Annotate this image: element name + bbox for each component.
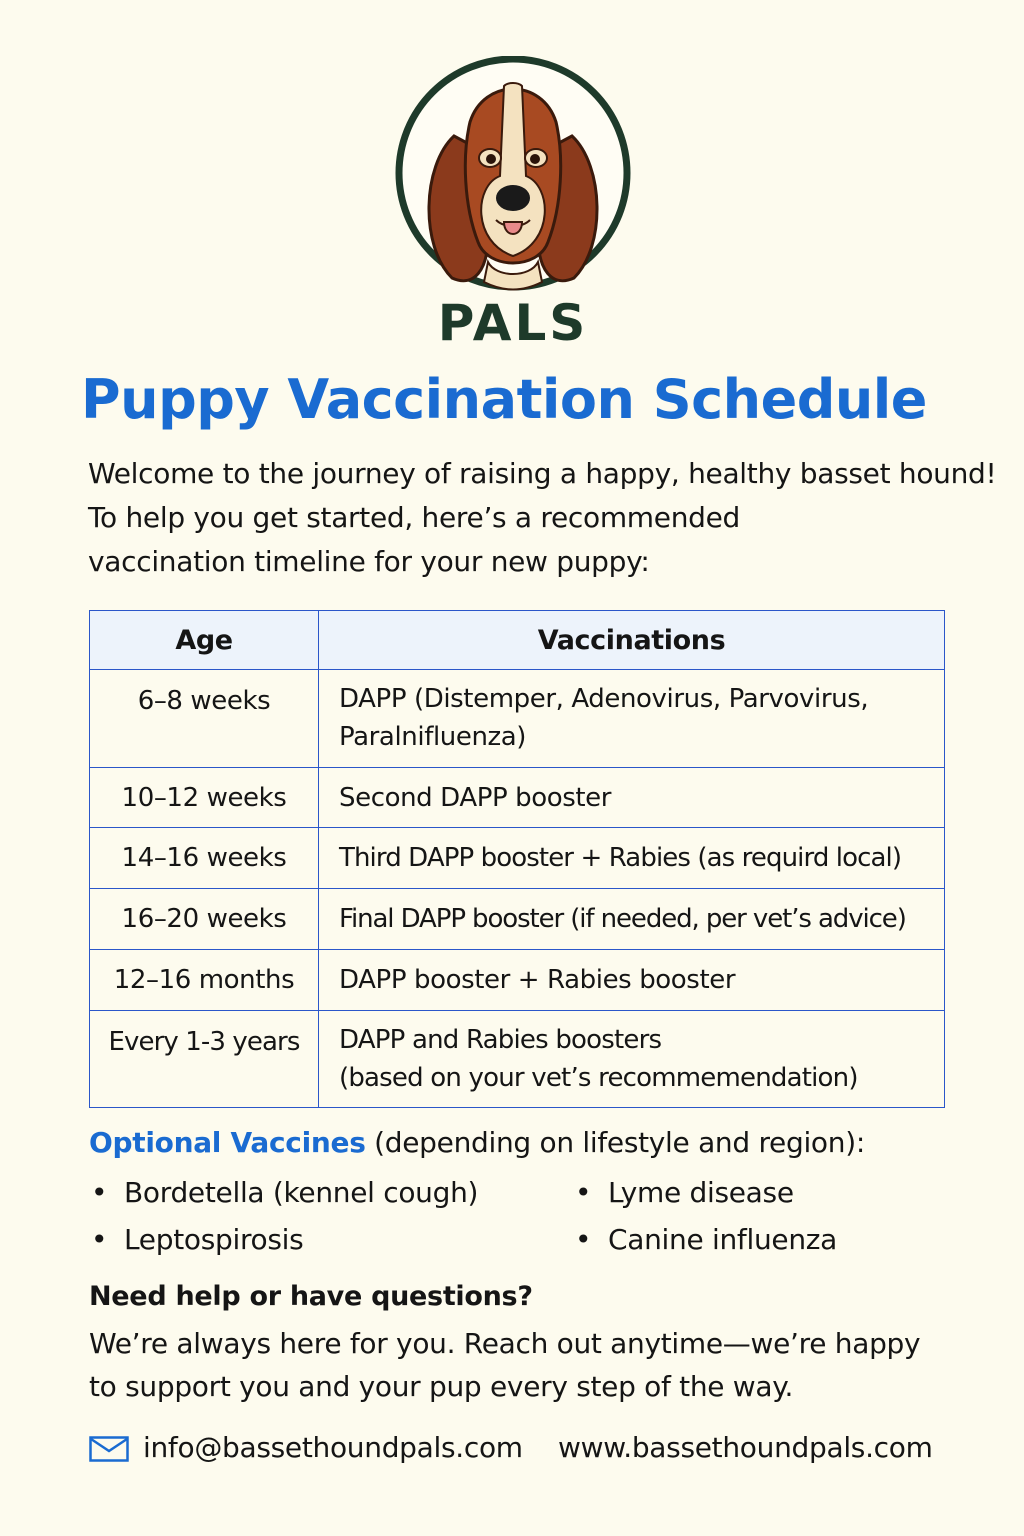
table-row [90,950,945,1011]
intro-line-2: To help you get started, here’s a recommended [88,501,741,534]
vaccination-text: (based on your vet’s recommemendation) [339,1063,858,1093]
vaccination-cell [319,889,945,950]
vaccination-table [89,610,945,1108]
optional-vaccines-heading [89,1126,865,1159]
age-text: 6–8 weeks [137,686,271,716]
age-cell [90,670,319,768]
vaccination-text: Paralnifluenza) [339,722,527,752]
table-row [90,889,945,950]
age-text: 12–16 months [113,965,295,995]
vaccinations-column-header: Vaccinations [319,611,945,670]
list-item: • Lyme disease [573,1172,837,1219]
pals-logo [392,56,634,356]
vaccination-text: DAPP (Distemper, Adenovirus, Parvovirus, [339,684,869,714]
help-text [89,1322,920,1408]
page-title: Puppy Vaccination Schedule [81,368,927,431]
optional-vaccines-label: Optional Vaccines [89,1126,366,1159]
logo-brand-text: PALS [437,294,589,352]
age-text: 14–16 weeks [121,843,287,873]
vaccination-text: DAPP and Rabies boosters [339,1025,662,1055]
optional-vaccines-list-right [573,1172,837,1266]
vaccination-cell [319,670,945,768]
help-line-1: We’re always here for you. Reach out anytime—we’re happy [89,1327,921,1360]
vaccination-text: DAPP booster + Rabies booster [339,965,736,995]
age-cell [90,950,319,1011]
age-cell [90,768,319,828]
list-item: • Leptospirosis [89,1219,478,1266]
intro-line-3: vaccination timeline for your new puppy: [88,545,650,578]
list-item: • Canine influenza [573,1219,837,1266]
table-header-row [90,611,945,670]
age-cell [90,889,319,950]
website-link[interactable]: www.bassethoundpals.com [558,1431,933,1464]
age-cell [90,828,319,889]
basset-hound-logo-icon [392,56,634,356]
table-row [90,768,945,828]
help-line-2: to support you and your pup every step of the way. [89,1370,794,1403]
email-link[interactable]: info@bassethoundpals.com [143,1431,523,1464]
table-row [90,670,945,768]
age-cell [90,1011,319,1108]
optional-vaccines-note: (depending on lifestyle and region): [365,1126,865,1159]
vaccination-text: Final DAPP booster (if needed, per vet’s advice) [339,904,906,934]
vaccination-cell [319,1011,945,1108]
vaccination-text: Second DAPP booster [339,782,612,813]
vaccination-cell [319,768,945,828]
age-column-header: Age [90,611,319,670]
table-row [90,828,945,889]
list-item: • Bordetella (kennel cough) [89,1172,478,1219]
envelope-icon [89,1436,129,1462]
help-heading: Need help or have questions? [89,1281,533,1312]
intro-text [88,452,1008,584]
vaccination-text: Third DAPP booster + Rabies (as requird local) [339,843,902,873]
intro-line-1: Welcome to the journey of raising a happy, healthy basset hound! [88,457,997,490]
age-text: 10–12 weeks [121,782,287,813]
age-text: Every 1-3 years [108,1027,300,1057]
age-text: 16–20 weeks [121,904,287,934]
vaccination-cell [319,828,945,889]
optional-vaccines-list-left [89,1172,478,1266]
vaccination-cell [319,950,945,1011]
table-row [90,1011,945,1108]
